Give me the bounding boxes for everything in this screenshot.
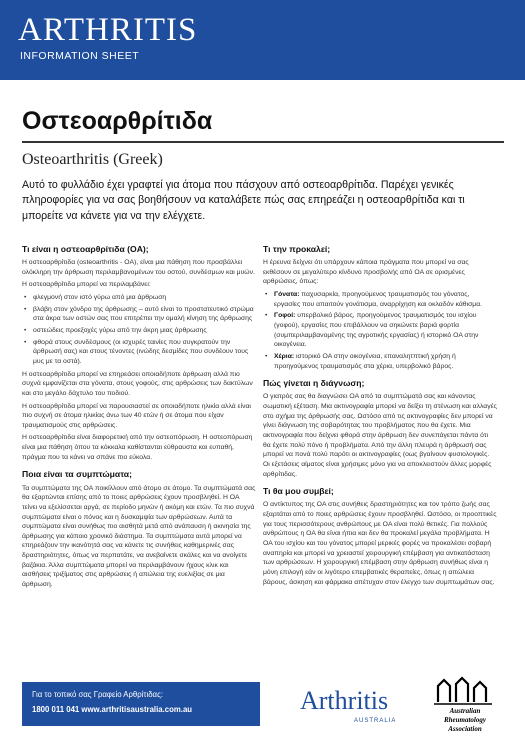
paragraph: Η οστεοαρθρίτιδα (osteoarthritis - OA), είναι μια πάθηση που προσβάλλει ολόκληρη την άρθρωση περιλαμβανομένων του οστού, συνδέσμων και μυών.	[22, 259, 255, 276]
left-column	[22, 243, 256, 593]
list-item-text: παχυσαρκία, προηγούμενος τραυματισμός του γόνατος, εργασίες που απαιτούν γονάτισμα, αναρρίχηση και οκλαδόν κάθισμα.	[274, 291, 483, 308]
page-subtitle: Osteoarthritis (Greek)	[22, 151, 163, 168]
list-item-text: ιστορικό OA στην οικογένεια, επαναλητπτική χρήση ή προηγούμενος τραυματισμός στα χέρια, υπερβολικό βάρος.	[274, 352, 456, 370]
list-item: • βλάβη στον χόνδρο της άρθρωσης – αυτό είναι το προστατευτικό στρώμα στα άκρα των οστών σας που επιτρέπει την ομαλή κίνηση της άρθρωσης	[22, 305, 256, 324]
paragraph: Η οστεοαρθρίτιδα είναι διαφορετική από την οστεοπόρωση. Η οστεοπόρωση είναι μια πάθηση όπου τα κόκκαλα καθίστανται εύθραυστα και ευπαθή, πράγμα που τα κάνει να σπάνε πιο εύκολα.	[22, 434, 253, 461]
bullet-list	[263, 290, 497, 371]
section-heading: Τι είναι η οστεοαρθρίτιδα (OA);	[22, 244, 149, 254]
paragraph: Η έρευνα δείχνει ότι υπάρχουν κάποια πράγματα που μπορεί να σας εκθέσουν σε μεγαλύτερο κίνδυνο προσβολής από OA σε ορισμένες αρθρώσεις, όπως:	[263, 259, 469, 286]
list-item-text: υπερβολικό βάρος, προηγούμενος τραυματισμός του ισχίου (γοφού), εργασίες που επιβάλλουν να σηκώνετε βαριά φορτία (συμπεριλαμβανομένης της αγροτικής εργασίας) ή ιστορικό OA στην οικογένεια.	[274, 312, 479, 349]
right-column	[263, 243, 497, 590]
paragraph: Η οστεοαρθρίτιδα μπορεί να επηρεάσει οποιαδήποτε άρθρωση αλλά πιο συχνά εμφανίζεται στα γόνατα, στους γοφούς, στις αρθρώσεις των δακτύλων και στο μεγάλο δάχτυλο του ποδιού.	[22, 370, 253, 397]
assoc-line-1: Australian	[449, 707, 481, 715]
list-item	[263, 311, 497, 350]
list-item	[263, 290, 497, 309]
paragraph: Ο γιατρός σας θα διαγνώσει OA από τα συμπτώματά σας και κάνοντας σωματική εξέταση. Μια ακτινογραφία μπορεί να δείξει τη στένωση και αλλαγές στο σχήμα της άρθρωσής σας. Ωστόσο από τις ακτινογραφίες δεν μπορεί να γίνει διάγνωση της σοβαρότητας του προβλήματος που θα έχετε. Μια ακτινογραφία που δείχνει φθορά στην άρθρωση δεν συνεπάγεται πάντα ότι θα έχετε πολύ πόνο ή προβλήματα. Από την άλλη πλευρά η άρθρωσή σας μπορεί να πονά πολύ παρότι οι ακτινογραφίες (οως βγαίνουν φυσιολογικές. Οι εξετάσεις αίματος είναι χρήσιμες μόνο για να αποκλειστούν άλλες μορφές αρθρίτιδας.	[263, 393, 497, 478]
section-heading: Τι θα μου συμβεί;	[263, 486, 334, 497]
logo-wordmark: Arthritis	[300, 686, 389, 715]
list-item-label: Γόνατα:	[274, 291, 300, 299]
brand-title: ARTHRITIS	[18, 12, 198, 48]
paragraph: Τα συμπτώματα της OA ποικίλλουν από άτομο σε άτομο. Τα συμπτώματά σας θα εξαρτώνται επίσης από το ποιες αρθρώσεις έχουν προσβληθεί. Η OA τείνει να εξελίσσεται αργά, σε περίοδο μηνών ή ακόμη και ετών. Τα πιο συχνά συμπτώματα είναι ο πόνος και η δυσκαμψία των αρθρώσεων. Αυτά τα συμπτώματα είναι συνήθως πιο αισθητά μετά από ανάπαυση ή ακινησία της άρθρωσης για κάποιο χρονικό διάστημα. Τα συμπτώματα αυτά μπορεί να επηρεάζουν την ικανότητά σας να κάνετε τις συνήθεις καθημερινές σας δραστηριότητες, όπως να περπατάτε, να ανεβαίνετε σκάλες και να ανοίγετε βαζάκια. Άλλα συμπτώματα μπορεί να περιλαμβάνουν ήχους κλικ και αισθήσεις τριξίματος στις αρθρώσεις ή απώλεια της ευελιξίας σε μια άρθρωση.	[22, 484, 256, 588]
list-item: • οστεώδεις προεξοχές γύρω από την άκρη μιας άρθρωσης	[22, 326, 256, 336]
assoc-line-3: Association	[448, 725, 482, 733]
intro-paragraph: Αυτό το φυλλάδιο έχει γραφτεί για άτομα που πάσχουν από οστεοαρθρίτιδα. Παρέχει γενικές πληροφορίες για να σας βοηθήσουν να καταλάβετε πώς σας επηρεάζει η οστεοαρθρίτιδα και τι μπορείτε να κάνετε για να την ελέγχετε.	[22, 179, 465, 222]
contact-details[interactable]: 1800 011 041 www.arthritisaustralia.com.au	[32, 705, 193, 714]
list-item-label: Χέρια:	[274, 352, 295, 360]
rheumatology-association-logo	[430, 676, 500, 736]
header-banner	[0, 0, 525, 80]
section-heading: Πώς γίνεται η διάγνωση;	[263, 378, 365, 389]
section-heading: Τι την προκαλεί;	[263, 244, 331, 254]
list-item-label: Γοφοί:	[274, 312, 296, 320]
section-outcome	[263, 485, 497, 587]
assoc-line-2: Rheumatology	[443, 716, 486, 724]
list-item: • φθορά στους συνδέσμους (οι ισχυρές ταινίες που συγκρατούν την άρθρωσή σας) και στους τένοντες (ινώδης δεσμίδες που συνδέουν τους μυς με τα οστά).	[22, 338, 256, 367]
title-divider	[22, 141, 504, 143]
list-item: • φλεγμονή στον ιστό γύρω από μια άρθρωση	[22, 293, 256, 303]
bullet-list	[22, 293, 256, 366]
paragraph: Η οστεοαρθρίτιδα μπορεί να παρουσιαστεί σε οποιαδήποτε ηλικία αλλά είναι πιο συχνή σε άτομα ηλικίας άνω των 40 ετών ή σε άτομα που είχαν τραυματισμούς στις αρθρώσεις.	[22, 402, 251, 429]
arthritis-australia-logo	[300, 688, 412, 732]
section-symptoms	[22, 468, 256, 589]
logo-country: AUSTRALIA	[354, 718, 397, 724]
contact-box	[22, 682, 260, 726]
contact-label: Για το τοπικό σας Γραφείο Αρθρίτιδας:	[32, 690, 163, 699]
page-title: Οστεοαρθρίτιδα	[22, 107, 213, 135]
section-what-is-oa	[22, 243, 256, 462]
list-item	[263, 352, 497, 371]
section-causes	[263, 243, 497, 371]
paragraph: Η οστεοαρθρίτιδα μπορεί να περιλαμβάνει:	[22, 281, 151, 289]
section-heading: Ποια είναι τα συμπτώματα;	[22, 469, 132, 480]
section-diagnosis	[263, 377, 497, 479]
paragraph: Ο αντίκτυπος της OA στις συνήθεις δραστηριότητες και τον τρόπο ζωής σας εξαρτάται από το ποιες αρθρώσεις έχουν προσβληθεί. Ωστόσο, οι προοπτικές για τους περισσότερους ανθρώπους με OA είναι πολύ θετικές. Για πολλούς ανθρώπους η OA θα είναι ήπια και δεν θα προκαλεί μεγάλα προβλήματα. Η OA του ισχίου και του γόνατος μπορεί μερικές φορές να προκαλέσει σοβαρή αναπηρία και μπορεί να χρειαστεί χειρουργική επέμβαση για αντικατάσταση των αρθρώσεων. Η χειρουργική επέμβαση στην άρθρωση συνήθως είναι η μόνη επιλογή εάν οι λιγότερο επεμβατικές θεραπείες, όπως η απώλεια βάρους, άσκηση και φάρμακα απέτυχαν στον έλεγχο των συμπτωμάτων σας.	[263, 501, 497, 586]
brand-subtitle: INFORMATION SHEET	[20, 50, 140, 62]
